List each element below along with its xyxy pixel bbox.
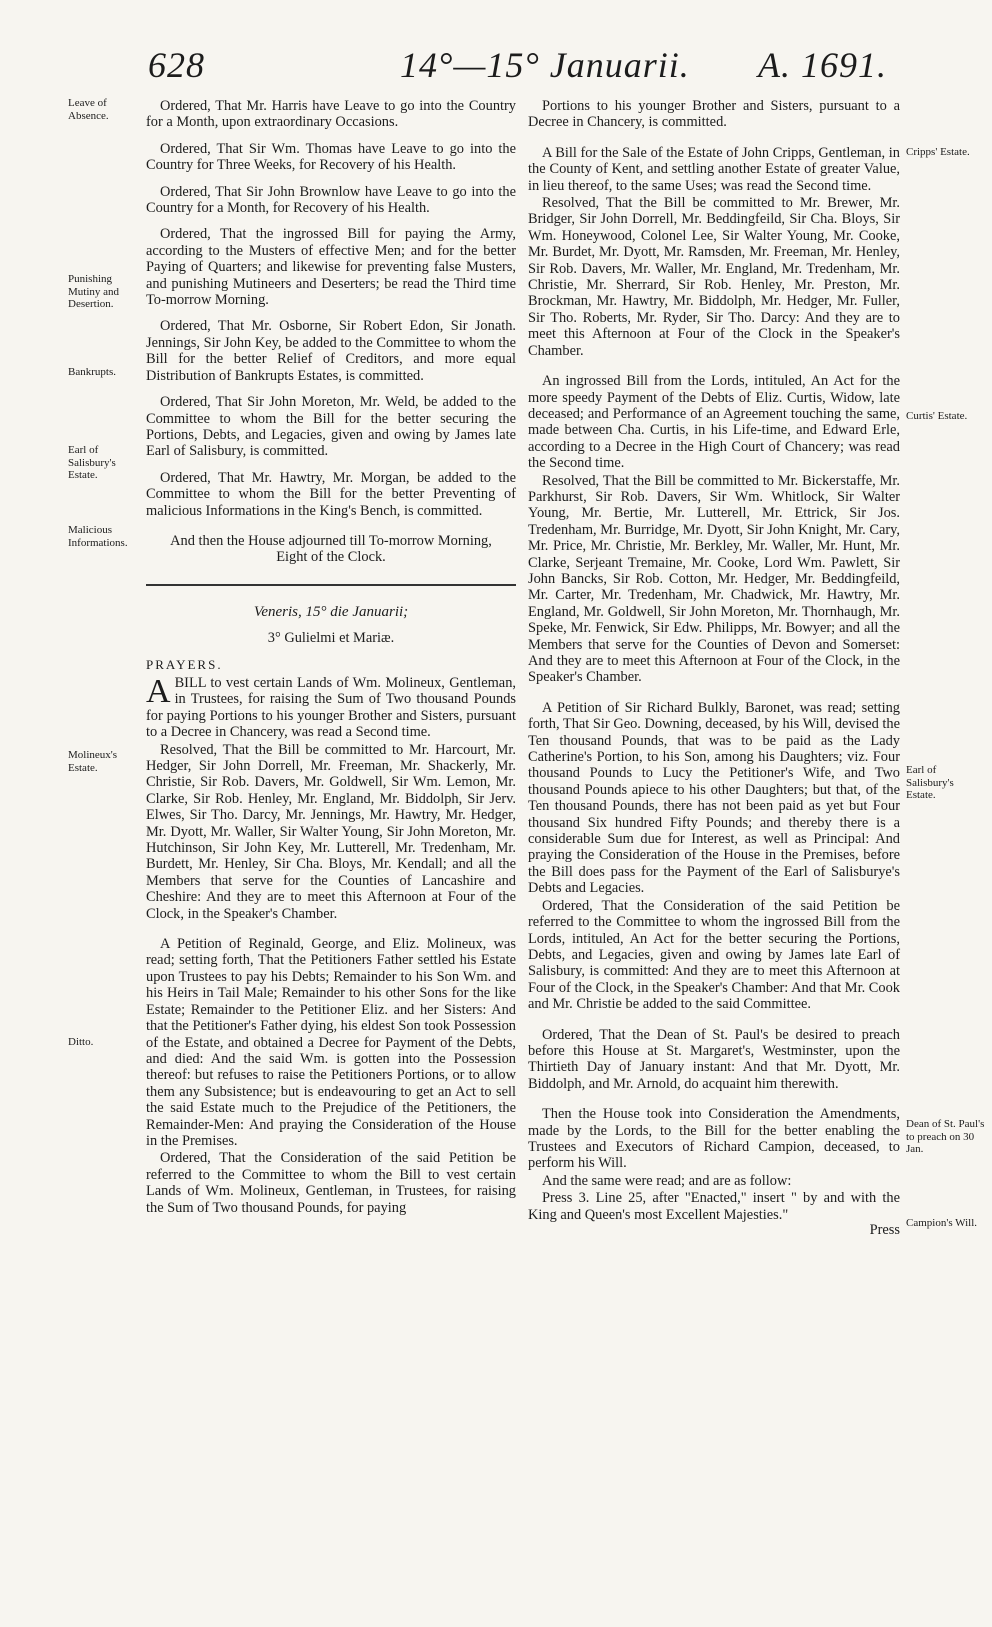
paragraph: Ordered, That the ingrossed Bill for paying the Army, according to the Musters of effective Men; and for the better Paying of Quarters; and likewise for preventing false Musters, and punishing Mutineers and Deserters; be read the Third time To-morrow Morning. <box>146 226 516 309</box>
margin-note: Punishing Mutiny and Desertion. <box>68 273 120 310</box>
margin-note: Bankrupts. <box>68 366 116 378</box>
margin-note: Cripps' Estate. <box>906 146 970 158</box>
margin-note: Curtis' Estate. <box>906 410 968 422</box>
margin-note: Malicious Informations. <box>68 524 128 549</box>
header-year: A. 1691. <box>758 45 887 85</box>
paragraph: Ordered, That the Consideration of the said Petition be referred to the Committee to whom the ingrossed Bill from the Lords, intituled, An Act for the better securing the Portions, Debts, and Legacies, given and owing by James late Earl of Salisbury, is committed: And they are to meet this Afternoon at Four of the Clock, in the Speaker's Chamber: And that Mr. Cook and Mr. Christie be added to the said Committee. <box>528 897 900 1013</box>
paragraph: Resolved, That the Bill be committed to Mr. Brewer, Mr. Bridger, Sir John Dorrell, Mr. Beddingfeild, Sir Cha. Bloys, Sir Wm. Honeywood, Colonel Lee, Sir Walter Young, Mr. Cooke, Mr. Burdet, Mr. Dyott, Mr. Ramsden, Mr. Freeman, Mr. Henley, Sir Rob. Davers, Mr. Waller, Mr. England, Mr. Tredenham, Mr. Christie, Mr. Sherrard, Sir Rob. Henley, Mr. Preston, Mr. Brockman, Mr. Hawtry, Mr. Biddolph, Mr. Hedger, Mr. Fuller, Sir Tho. Roberts, Mr. Ryder, Sir Tho. Darcy: And they are to meet this Afternoon at Four of the Clock in the Speaker's Chamber. <box>528 195 900 359</box>
margin-note: Molineux's Estate. <box>68 749 118 774</box>
paragraph: Ordered, That the Consideration of the said Petition be referred to the Committee to whom the Bill to vest certain Lands of Wm. Molineux, Gentleman, in Trustees, for raising the Sum of Two thousand Pounds, for paying <box>146 1150 516 1216</box>
paragraph: Resolved, That the Bill be committed to Mr. Bickerstaffe, Mr. Parkhurst, Sir Rob. Davers, Sir Wm. Whitlock, Sir Walter Young, Mr. Bertie, Mr. Lutterell, Mr. Ettrick, Sir Jos. Tredenham, Mr. Burridge, Mr. Dyott, Sir John Knight, Mr. Cary, Mr. Price, Mr. Christie, Mr. Berkley, Mr. Waller, Mr. Hunt, Mr. Clarke, Serjeant Tremaine, Mr. Cooke, Lord Wm. Pawlett, Sir John Bancks, Sir Rob. Cotton, Mr. Hedger, Mr. Beddingfeild, Mr. Carter, Mr. Tredenham, Mr. Chadwick, Mr. Hawtry, Mr. England, Mr. Goldwell, Sir John Moreton, Mr. Thornhaugh, Mr. Speke, Mr. Fenwick, Sir Edw. Philipps, Mr. Bowyer; and all the Members that serve for the Counties of Devon and Somerset: And they are to meet this Afternoon at Four of the Clock, in the Speaker's Chamber. <box>528 472 900 686</box>
section-heading: 3° Gulielmi et Mariæ. <box>267 630 395 647</box>
prayers-label: PRAYERS. <box>146 656 223 672</box>
paragraph: Portions to his younger Brother and Sisters, pursuant to a Decree in Chancery, is committed. <box>528 98 900 131</box>
drop-cap: A <box>146 672 171 710</box>
paragraph: A Petition of Sir Richard Bulkly, Baronet, was read; setting forth, That Sir Geo. Downing, deceased, by his Will, devised the Ten thousand Pounds, that was to be paid as the Lady Catherine's Portion, to his Son, among his Daughters; viz. Four thousand Pounds to Lucy the Petitioner's Wife, and Two thousand Pounds apiece to his other Daughters; but that, of the Ten thousand Pounds, there has not been paid as yet but Four thousand Six hundred Fifty Pounds; and thereby there is a considerable Sum due for Interest, as well as Principal: And praying the Consideration of the House in the Premises, before the Bill does pass for the Payment of the Earl of Salisburye's Debts and Legacies. <box>528 699 900 897</box>
paragraph: And then the House adjourned till To-morrow Morning, Eight of the Clock. <box>170 532 492 566</box>
header-dates: 14°—15° Januarii. <box>400 45 690 85</box>
margin-note: Campion's Will. <box>906 1217 978 1229</box>
paragraph: An ingrossed Bill from the Lords, intituled, An Act for the more speedy Payment of the Debts of Eliz. Curtis, Widow, late deceased; and Performance of an Agreement touching the same, made between Cha. Curtis, in his Life-time, and Edward Erle, according to a Decree in the High Court of Chancery; was read the Second time. <box>528 373 900 472</box>
paragraph: Resolved, That the Bill be committed to Mr. Harcourt, Mr. Hedger, Sir John Dorrell, Mr. Freeman, Mr. Shackerly, Mr. Christie, Sir Rob. Davers, Mr. Goldwell, Sir Wm. Lemon, Mr. Clarke, Sir Rob. Henley, Mr. England, Mr. Biddolph, Sir Jerv. Elwes, Sir Tho. Darcy, Mr. Jennings, Mr. Hawtry, Mr. Hedger, Mr. Dyott, Mr. Waller, Sir Walter Young, Sir John Moreton, Mr. Hutchinson, Sir John Key, Mr. Lutterell, Mr. Tredenham, Mr. Burdett, Mr. Henley, Sir Cha. Bloys, Mr. Kendall; and all the Members that serve for the Counties of Lancashire and Cheshire: And they are to meet this Afternoon at Four of the Clock, in the Speaker's Chamber. <box>146 741 516 922</box>
paragraph: Ordered, That Sir John Brownlow have Leave to go into the Country for a Month, for Recovery of his Health. <box>146 183 516 217</box>
paragraph: A Petition of Reginald, George, and Eliz. Molineux, was read; setting forth, That the Petitioners Father settled his Estate upon Trustees to pay his Debts; Remainder to his Son Wm. and his Heirs in Tail Male; Remainder to his other Sons for the like Estate; Remainder to the Petitioner Eliz. and her Sisters: And that the Petitioner's Father dying, his eldest Son took Possession of the Estate, and obtained a Decree for Payment of the Debts, and died: And the said Wm. is gotten into the Possession thereof: but refuses to raise the Petitioners Portions, or to allow them any Subsistence; but is endeavouring to get an Act to sell the said Estate much to the Prejudice of the Petitioners, the Remainder-Men: And praying the Consideration of the House in the Premises. <box>146 936 516 1149</box>
paragraph <box>146 672 516 741</box>
paragraph: Ordered, That Sir John Moreton, Mr. Weld, be added to the Committee to whom the Bill for the better securing the Portions, Debts, and Legacies, given and owing by James late Earl of Salisbury, is committed. <box>146 394 516 460</box>
page-header <box>0 44 992 94</box>
margin-note: Leave of Absence. <box>68 97 109 122</box>
paragraph: Ordered, That Sir Wm. Thomas have Leave to go into the Country for Three Weeks, for Recovery of his Health. <box>146 140 516 174</box>
page-number: 628 <box>148 45 205 85</box>
paragraph: Then the House took into Consideration the Amendments, made by the Lords, to the Bill for the better enabling the Trustees and Executors of Richard Campion, deceased, to perform his Will. <box>528 1106 900 1172</box>
paragraph: A Bill for the Sale of the Estate of John Cripps, Gentleman, in the County of Kent, and settling another Estate of greater Value, in lieu thereof, to the same Uses; was read the Second time. <box>528 144 900 194</box>
margin-note: Earl of Salisbury's Estate. <box>906 764 954 801</box>
margin-note: Dean of St. Paul's to preach on 30 Jan. <box>906 1118 985 1155</box>
margin-note: Ditto. <box>68 1036 94 1048</box>
left-column <box>146 98 516 1226</box>
paragraph: And the same were read; and are as follow: <box>542 1172 792 1189</box>
paragraph: Ordered, That the Dean of St. Paul's be desired to preach before this House at St. Margaret's, Westminster, upon the Thirtieth Day of January instant: And that Mr. Dyott, Mr. Biddolph, and Mr. Arnold, do acquaint him therewith. <box>528 1026 900 1092</box>
paragraph: Ordered, That Mr. Osborne, Sir Robert Edon, Sir Jonath. Jennings, Sir John Key, be added to the Committee to whom the Bill for the better Relief of Creditors, and more equal Distribution of Bankrupts Estates, is committed. <box>146 318 516 384</box>
paragraph: Press 3. Line 25, after "Enacted," insert " by and with the King and Queen's most Excellent Majesties." <box>528 1190 900 1223</box>
margin-note: Earl of Salisbury's Estate. <box>68 444 116 481</box>
paragraph-text: BILL to vest certain Lands of Wm. Molineux, Gentleman, in Trustees, for raising the Sum of Two thousand Pounds for paying Portions to his younger Brother and Sisters, pursuant to a Decree in Chancery, was read a Second time. <box>146 674 516 741</box>
paragraph: Ordered, That Mr. Hawtry, Mr. Morgan, be added to the Committee to whom the Bill for the better Preventing of malicious Informations in the King's Bench, is committed. <box>146 469 516 519</box>
section-heading: Veneris, 15° die Januarii; <box>253 603 409 620</box>
catchword: Press <box>869 1222 900 1238</box>
section-rule <box>146 584 516 586</box>
right-column <box>528 98 900 1238</box>
paragraph: Ordered, That Mr. Harris have Leave to go into the Country for a Month, upon extraordinary Occasions. <box>146 98 516 131</box>
